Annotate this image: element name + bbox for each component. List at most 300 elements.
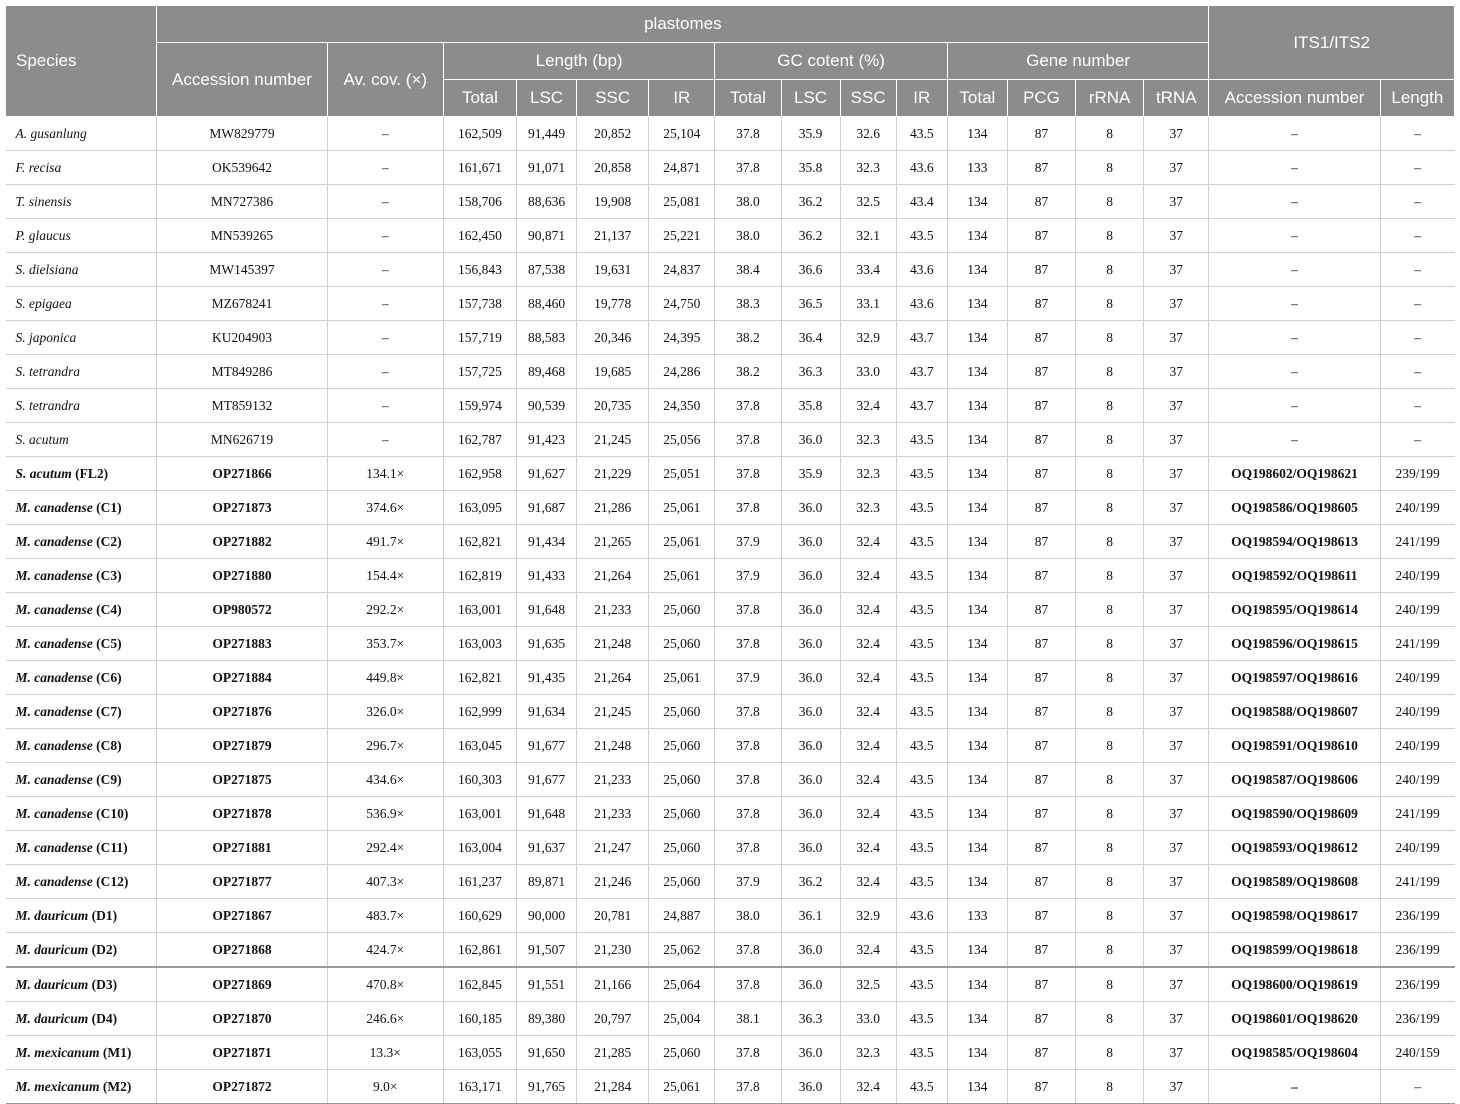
cell-gene-pcg: 87 (1007, 831, 1075, 865)
cell-length-ir: 24,395 (649, 321, 715, 355)
cell-species (6, 797, 157, 831)
cell-gene-rrna: 8 (1076, 389, 1144, 423)
cell-gc-total: 37.8 (715, 457, 781, 491)
cell-length-ssc: 21,230 (577, 933, 649, 968)
cell-length-ssc: 21,233 (577, 797, 649, 831)
cell-length-lsc: 91,434 (517, 525, 577, 559)
cell-gc-lsc: 36.3 (781, 1002, 840, 1036)
cell-gc-ir: 43.5 (896, 627, 947, 661)
cell-its-length: 241/199 (1380, 525, 1454, 559)
table-row (6, 389, 1455, 423)
table-row (6, 1036, 1455, 1070)
cell-length-total: 162,845 (443, 967, 516, 1002)
cell-accession: OP271869 (157, 967, 327, 1002)
cell-gene-total: 134 (947, 967, 1007, 1002)
cell-species (6, 627, 157, 661)
cell-length-lsc: 91,648 (517, 593, 577, 627)
cell-length-ssc: 21,286 (577, 491, 649, 525)
table-row (6, 763, 1455, 797)
cell-accession: OP271867 (157, 899, 327, 933)
cell-gene-trna: 37 (1144, 1070, 1209, 1104)
cell-its-accession: OQ198593/OQ198612 (1209, 831, 1380, 865)
cell-gc-lsc: 36.0 (781, 1036, 840, 1070)
cell-gene-total: 134 (947, 627, 1007, 661)
header-gene-number: Gene number (947, 43, 1209, 80)
plastome-data-table (5, 5, 1455, 1104)
species-name: M. canadense (15, 703, 93, 719)
cell-coverage: – (327, 219, 443, 253)
cell-gc-total: 38.0 (715, 219, 781, 253)
species-name: T. sinensis (15, 193, 72, 209)
cell-length-total: 163,001 (443, 593, 516, 627)
cell-coverage: – (327, 185, 443, 219)
cell-length-ssc: 21,229 (577, 457, 649, 491)
header-its-length: Length (1380, 80, 1454, 117)
sample-code: (C4) (92, 601, 122, 617)
cell-gene-trna: 37 (1144, 865, 1209, 899)
cell-species (6, 593, 157, 627)
cell-gc-ir: 43.5 (896, 763, 947, 797)
cell-species (6, 865, 157, 899)
cell-length-ssc: 21,265 (577, 525, 649, 559)
sample-code: (D1) (88, 907, 118, 923)
table-row (6, 1070, 1455, 1104)
cell-species (6, 321, 157, 355)
cell-gene-total: 134 (947, 1002, 1007, 1036)
cell-species (6, 117, 157, 151)
cell-gene-trna: 37 (1144, 355, 1209, 389)
sample-code: (C9) (92, 771, 122, 787)
cell-gene-rrna: 8 (1076, 967, 1144, 1002)
cell-length-lsc: 91,071 (517, 151, 577, 185)
cell-gene-pcg: 87 (1007, 593, 1075, 627)
cell-species (6, 831, 157, 865)
cell-gene-total: 134 (947, 763, 1007, 797)
header-length-ssc: SSC (577, 80, 649, 117)
cell-gene-rrna: 8 (1076, 627, 1144, 661)
sample-code: (M2) (99, 1078, 132, 1094)
cell-gene-total: 134 (947, 355, 1007, 389)
cell-accession: OP271873 (157, 491, 327, 525)
cell-gene-pcg: 87 (1007, 729, 1075, 763)
species-name: M. canadense (15, 839, 93, 855)
cell-gc-ssc: 32.3 (840, 457, 896, 491)
table-header (6, 6, 1455, 117)
cell-gc-ssc: 33.4 (840, 253, 896, 287)
cell-its-accession: – (1209, 117, 1380, 151)
species-name: S. dielsiana (15, 261, 79, 277)
cell-length-ssc: 20,852 (577, 117, 649, 151)
cell-length-lsc: 91,650 (517, 1036, 577, 1070)
header-gc-lsc: LSC (781, 80, 840, 117)
cell-length-ir: 24,286 (649, 355, 715, 389)
cell-its-accession: OQ198594/OQ198613 (1209, 525, 1380, 559)
cell-coverage: 9.0× (327, 1070, 443, 1104)
cell-gene-rrna: 8 (1076, 1036, 1144, 1070)
cell-species (6, 253, 157, 287)
table-row (6, 627, 1455, 661)
cell-gene-pcg: 87 (1007, 219, 1075, 253)
cell-gene-rrna: 8 (1076, 831, 1144, 865)
table-row (6, 117, 1455, 151)
cell-its-accession: OQ198600/OQ198619 (1209, 967, 1380, 1002)
cell-species (6, 933, 157, 968)
cell-gc-ssc: 32.9 (840, 899, 896, 933)
cell-gc-ir: 43.6 (896, 253, 947, 287)
cell-gene-rrna: 8 (1076, 933, 1144, 968)
cell-gene-pcg: 87 (1007, 899, 1075, 933)
cell-length-total: 163,095 (443, 491, 516, 525)
cell-length-ssc: 21,264 (577, 661, 649, 695)
cell-length-lsc: 90,871 (517, 219, 577, 253)
cell-gene-rrna: 8 (1076, 1070, 1144, 1104)
cell-gc-total: 37.8 (715, 593, 781, 627)
cell-its-length: 240/199 (1380, 729, 1454, 763)
cell-gc-lsc: 36.5 (781, 287, 840, 321)
species-name: M. canadense (15, 601, 93, 617)
cell-gc-total: 37.9 (715, 559, 781, 593)
cell-accession: OP271877 (157, 865, 327, 899)
cell-gc-ir: 43.5 (896, 797, 947, 831)
species-name: M. canadense (15, 737, 93, 753)
sample-code: (D4) (88, 1010, 118, 1026)
cell-length-ir: 24,837 (649, 253, 715, 287)
cell-length-ir: 25,061 (649, 661, 715, 695)
species-name: M. dauricum (15, 1010, 89, 1026)
cell-gc-ir: 43.5 (896, 865, 947, 899)
cell-its-length: 240/159 (1380, 1036, 1454, 1070)
cell-its-length: 236/199 (1380, 1002, 1454, 1036)
cell-gc-ssc: 33.0 (840, 355, 896, 389)
cell-gc-ir: 43.5 (896, 1036, 947, 1070)
cell-gene-pcg: 87 (1007, 355, 1075, 389)
cell-length-total: 162,509 (443, 117, 516, 151)
cell-gc-ssc: 32.4 (840, 389, 896, 423)
cell-gc-ssc: 32.4 (840, 797, 896, 831)
cell-gene-total: 134 (947, 593, 1007, 627)
cell-length-total: 163,055 (443, 1036, 516, 1070)
cell-length-lsc: 91,635 (517, 627, 577, 661)
header-length-ir: IR (649, 80, 715, 117)
cell-species (6, 967, 157, 1002)
cell-its-accession: – (1209, 287, 1380, 321)
species-name: F. recisa (15, 159, 62, 175)
cell-accession: OP271875 (157, 763, 327, 797)
cell-gene-rrna: 8 (1076, 287, 1144, 321)
cell-gc-ssc: 32.4 (840, 729, 896, 763)
cell-species (6, 695, 157, 729)
cell-accession: MZ678241 (157, 287, 327, 321)
cell-coverage: – (327, 355, 443, 389)
cell-coverage: – (327, 151, 443, 185)
cell-accession: OP271871 (157, 1036, 327, 1070)
table-row (6, 491, 1455, 525)
cell-gc-ssc: 33.0 (840, 1002, 896, 1036)
cell-length-ssc: 20,797 (577, 1002, 649, 1036)
cell-gene-rrna: 8 (1076, 661, 1144, 695)
cell-species (6, 1036, 157, 1070)
cell-gene-total: 134 (947, 695, 1007, 729)
cell-its-length: – (1380, 151, 1454, 185)
cell-length-ssc: 20,858 (577, 151, 649, 185)
cell-gc-lsc: 36.0 (781, 627, 840, 661)
cell-coverage: 246.6× (327, 1002, 443, 1036)
cell-length-lsc: 91,423 (517, 423, 577, 457)
cell-gene-trna: 37 (1144, 967, 1209, 1002)
sample-code: (C1) (92, 499, 122, 515)
cell-gene-pcg: 87 (1007, 491, 1075, 525)
cell-gc-ir: 43.5 (896, 695, 947, 729)
cell-gene-rrna: 8 (1076, 865, 1144, 899)
cell-length-ssc: 21,166 (577, 967, 649, 1002)
cell-accession: OP980572 (157, 593, 327, 627)
cell-length-ir: 25,060 (649, 797, 715, 831)
cell-its-length: 240/199 (1380, 593, 1454, 627)
cell-its-accession: OQ198588/OQ198607 (1209, 695, 1380, 729)
cell-length-ssc: 21,285 (577, 1036, 649, 1070)
cell-length-total: 162,787 (443, 423, 516, 457)
cell-gc-ssc: 32.3 (840, 491, 896, 525)
species-name: M. dauricum (15, 907, 89, 923)
cell-species (6, 151, 157, 185)
cell-gc-ir: 43.7 (896, 389, 947, 423)
cell-gc-lsc: 36.4 (781, 321, 840, 355)
table-row (6, 423, 1455, 457)
cell-gene-total: 134 (947, 559, 1007, 593)
species-name: P. glaucus (15, 227, 71, 243)
sample-code: (C11) (92, 839, 128, 855)
cell-gc-lsc: 35.9 (781, 457, 840, 491)
cell-gene-total: 134 (947, 457, 1007, 491)
cell-length-ssc: 21,284 (577, 1070, 649, 1104)
cell-its-length: 236/199 (1380, 967, 1454, 1002)
cell-length-total: 158,706 (443, 185, 516, 219)
cell-gc-ir: 43.7 (896, 355, 947, 389)
cell-accession: MN539265 (157, 219, 327, 253)
cell-length-lsc: 88,636 (517, 185, 577, 219)
cell-length-ssc: 21,233 (577, 763, 649, 797)
cell-gene-rrna: 8 (1076, 355, 1144, 389)
table-row (6, 831, 1455, 865)
cell-gc-ssc: 32.1 (840, 219, 896, 253)
cell-gc-ir: 43.5 (896, 831, 947, 865)
cell-its-length: – (1380, 185, 1454, 219)
cell-its-accession: – (1209, 253, 1380, 287)
cell-gc-total: 38.2 (715, 355, 781, 389)
cell-gene-pcg: 87 (1007, 185, 1075, 219)
cell-gene-total: 134 (947, 1070, 1007, 1104)
species-name: M. mexicanum (15, 1078, 100, 1094)
cell-length-lsc: 88,583 (517, 321, 577, 355)
cell-gc-total: 38.0 (715, 185, 781, 219)
cell-gene-pcg: 87 (1007, 389, 1075, 423)
cell-gene-pcg: 87 (1007, 525, 1075, 559)
cell-gene-rrna: 8 (1076, 1002, 1144, 1036)
cell-length-ssc: 21,233 (577, 593, 649, 627)
cell-length-ir: 25,004 (649, 1002, 715, 1036)
cell-gc-lsc: 36.2 (781, 865, 840, 899)
cell-species (6, 457, 157, 491)
cell-gene-trna: 37 (1144, 933, 1209, 968)
sample-code: (C5) (92, 635, 122, 651)
cell-accession: OP271870 (157, 1002, 327, 1036)
cell-species (6, 491, 157, 525)
cell-gene-trna: 37 (1144, 117, 1209, 151)
cell-gc-lsc: 36.3 (781, 355, 840, 389)
cell-its-length: – (1380, 1070, 1454, 1104)
header-species: Species (6, 6, 157, 117)
cell-its-length: – (1380, 117, 1454, 151)
cell-length-total: 160,629 (443, 899, 516, 933)
cell-gc-ssc: 33.1 (840, 287, 896, 321)
cell-length-ir: 25,060 (649, 729, 715, 763)
cell-gc-ir: 43.5 (896, 661, 947, 695)
cell-coverage: 424.7× (327, 933, 443, 968)
cell-species (6, 423, 157, 457)
header-length: Length (bp) (443, 43, 715, 80)
cell-length-total: 161,237 (443, 865, 516, 899)
cell-gc-lsc: 36.0 (781, 525, 840, 559)
cell-length-total: 160,303 (443, 763, 516, 797)
cell-gc-lsc: 36.0 (781, 593, 840, 627)
cell-gc-total: 37.9 (715, 661, 781, 695)
cell-gene-pcg: 87 (1007, 287, 1075, 321)
cell-gc-total: 37.8 (715, 389, 781, 423)
cell-length-ir: 25,064 (649, 967, 715, 1002)
cell-coverage: 326.0× (327, 695, 443, 729)
cell-its-length: 240/199 (1380, 695, 1454, 729)
header-gene-pcg: PCG (1007, 80, 1075, 117)
species-name: M. canadense (15, 567, 93, 583)
cell-gc-total: 37.8 (715, 1036, 781, 1070)
sample-code: (C6) (92, 669, 122, 685)
cell-its-length: 236/199 (1380, 933, 1454, 968)
table-row (6, 219, 1455, 253)
cell-gc-ssc: 32.9 (840, 321, 896, 355)
sample-code: (D3) (88, 976, 118, 992)
cell-accession: MW829779 (157, 117, 327, 151)
cell-gc-ssc: 32.4 (840, 695, 896, 729)
cell-gc-total: 37.8 (715, 117, 781, 151)
sample-code: (C8) (92, 737, 122, 753)
cell-gene-total: 134 (947, 729, 1007, 763)
cell-length-ssc: 20,735 (577, 389, 649, 423)
cell-gene-trna: 37 (1144, 729, 1209, 763)
cell-length-ssc: 20,781 (577, 899, 649, 933)
cell-length-total: 162,450 (443, 219, 516, 253)
header-gc-ssc: SSC (840, 80, 896, 117)
cell-its-accession: OQ198597/OQ198616 (1209, 661, 1380, 695)
cell-species (6, 219, 157, 253)
cell-gene-trna: 37 (1144, 1036, 1209, 1070)
cell-length-lsc: 91,634 (517, 695, 577, 729)
cell-gc-ir: 43.4 (896, 185, 947, 219)
table-row (6, 151, 1455, 185)
cell-gene-trna: 37 (1144, 831, 1209, 865)
cell-gc-lsc: 35.8 (781, 389, 840, 423)
cell-length-ir: 25,061 (649, 1070, 715, 1104)
cell-gene-rrna: 8 (1076, 763, 1144, 797)
cell-coverage: 470.8× (327, 967, 443, 1002)
cell-gc-ir: 43.5 (896, 1002, 947, 1036)
cell-its-accession: OQ198596/OQ198615 (1209, 627, 1380, 661)
cell-gene-pcg: 87 (1007, 865, 1075, 899)
cell-gc-total: 37.8 (715, 729, 781, 763)
cell-gc-total: 37.8 (715, 423, 781, 457)
cell-gene-pcg: 87 (1007, 797, 1075, 831)
species-name: S. acutum (15, 465, 72, 481)
cell-gene-trna: 37 (1144, 457, 1209, 491)
cell-coverage: 536.9× (327, 797, 443, 831)
cell-gc-ssc: 32.4 (840, 627, 896, 661)
species-name: M. canadense (15, 669, 93, 685)
cell-length-lsc: 91,648 (517, 797, 577, 831)
cell-length-total: 157,738 (443, 287, 516, 321)
cell-gc-lsc: 36.0 (781, 763, 840, 797)
cell-accession: OP271883 (157, 627, 327, 661)
cell-its-length: 240/199 (1380, 491, 1454, 525)
cell-its-accession: OQ198585/OQ198604 (1209, 1036, 1380, 1070)
cell-length-ir: 24,350 (649, 389, 715, 423)
cell-gc-total: 38.0 (715, 899, 781, 933)
cell-gc-ssc: 32.4 (840, 831, 896, 865)
cell-its-accession: OQ198592/OQ198611 (1209, 559, 1380, 593)
cell-length-total: 163,045 (443, 729, 516, 763)
cell-gc-ssc: 32.5 (840, 185, 896, 219)
cell-length-ir: 25,060 (649, 1036, 715, 1070)
cell-gene-pcg: 87 (1007, 933, 1075, 968)
cell-gene-pcg: 87 (1007, 661, 1075, 695)
species-name: S. tetrandra (15, 397, 81, 413)
cell-gc-total: 37.8 (715, 763, 781, 797)
cell-length-total: 157,719 (443, 321, 516, 355)
header-its: ITS1/ITS2 (1209, 6, 1455, 80)
cell-gene-rrna: 8 (1076, 797, 1144, 831)
cell-gc-total: 37.8 (715, 831, 781, 865)
cell-gc-ir: 43.5 (896, 967, 947, 1002)
cell-gene-total: 134 (947, 185, 1007, 219)
cell-accession: KU204903 (157, 321, 327, 355)
cell-length-ir: 25,060 (649, 593, 715, 627)
cell-gc-ssc: 32.4 (840, 661, 896, 695)
cell-length-lsc: 91,507 (517, 933, 577, 968)
cell-species (6, 729, 157, 763)
cell-gene-rrna: 8 (1076, 117, 1144, 151)
cell-gc-ir: 43.5 (896, 729, 947, 763)
cell-its-accession: – (1209, 423, 1380, 457)
cell-gc-ir: 43.6 (896, 287, 947, 321)
cell-gc-ir: 43.5 (896, 219, 947, 253)
cell-accession: OP271881 (157, 831, 327, 865)
cell-gc-ssc: 32.3 (840, 423, 896, 457)
cell-accession: MN626719 (157, 423, 327, 457)
cell-gc-ssc: 32.4 (840, 763, 896, 797)
cell-coverage: 353.7× (327, 627, 443, 661)
cell-gene-total: 134 (947, 491, 1007, 525)
cell-its-accession: – (1209, 389, 1380, 423)
species-name: M. canadense (15, 533, 93, 549)
cell-species (6, 559, 157, 593)
cell-gc-total: 38.4 (715, 253, 781, 287)
cell-accession: OP271882 (157, 525, 327, 559)
cell-coverage: 449.8× (327, 661, 443, 695)
cell-gene-pcg: 87 (1007, 763, 1075, 797)
cell-length-ir: 25,062 (649, 933, 715, 968)
cell-its-length: 241/199 (1380, 865, 1454, 899)
cell-its-accession: – (1209, 185, 1380, 219)
cell-length-ssc: 19,908 (577, 185, 649, 219)
cell-length-lsc: 91,627 (517, 457, 577, 491)
